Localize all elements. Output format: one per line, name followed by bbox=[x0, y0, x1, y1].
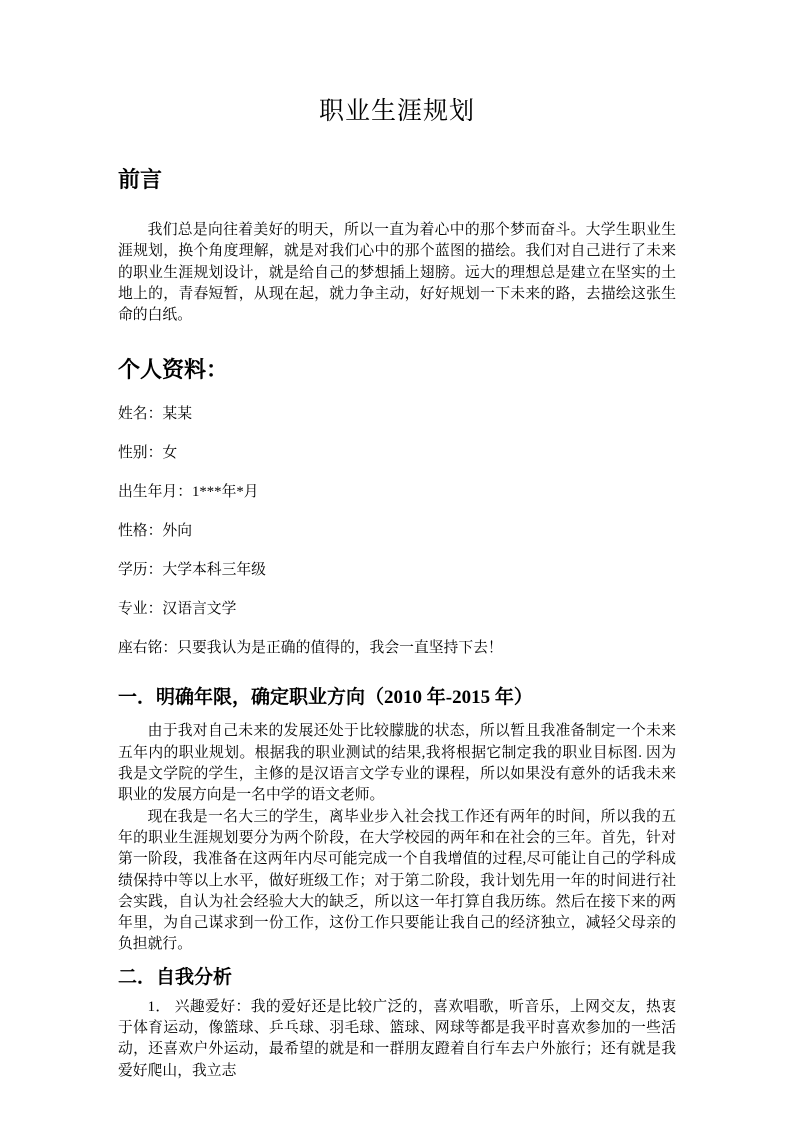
section2-heading: 二．自我分析 bbox=[118, 966, 233, 988]
section1-paragraph-1: 由于我对自己未来的发展还处于比较朦胧的状态，所以暂且我准备制定一个未来五年内的职业规划。根据我的职业测试的结果,我将根据它制定我的职业目标图. 因为我是文学院的学生，主修的是汉语言文学专业的课程，所以如果没有意外的话我未来职业的发展方向是一名中学的语文老师。 bbox=[118, 723, 676, 804]
section1-heading: 一．明确年限，确定职业方向（2010 年-2015 年） bbox=[118, 687, 533, 709]
personal-info-birthdate: 出生年月：1***年*月 bbox=[118, 484, 259, 501]
personal-info-name: 姓名：某某 bbox=[118, 406, 192, 423]
preface-paragraph: 我们总是向往着美好的明天，所以一直为着心中的那个梦而奋斗。大学生职业生涯规划，换个角度理解，就是对我们心中的那个蓝图的描绘。我们对自己进行了未来的职业生涯规划设计，就是给自己的梦想插上翅膀。远大的理想总是建立在坚实的土地上的，青春短暂，从现在起，就力争主动，好好规划一下未来的路，去描绘这张生命的白纸。 bbox=[118, 222, 676, 324]
section1-paragraph-2: 现在我是一名大三的学生，离毕业步入社会找工作还有两年的时间，所以我的五年的职业生涯规划要分为两个阶段，在大学校园的两年和在社会的三年。首先，针对第一阶段，我准备在这两年内尽可能完成一个自我增值的过程,尽可能让自己的学科成绩保持中等以上水平，做好班级工作；对于第二阶段，我计划先用一年的时间进行社会实践，自认为社会经验大大的缺乏，所以这一年打算自我历练。然后在接下来的两年里，为自己谋求到一份工作，这份工作只要能让我自己的经济独立，减轻父母亲的负担就行。 bbox=[118, 808, 676, 953]
personal-info-education: 学历：大学本科三年级 bbox=[118, 562, 266, 579]
personal-info-heading: 个人资料： bbox=[118, 357, 229, 383]
preface-heading: 前言 bbox=[118, 167, 163, 192]
personal-info-motto: 座右铭：只要我认为是正确的值得的，我会一直坚持下去！ bbox=[118, 640, 503, 657]
page-title: 职业生涯规划 bbox=[318, 98, 475, 125]
personal-info-gender: 性别：女 bbox=[118, 445, 178, 462]
section2-paragraph-1: 1． 兴趣爱好：我的爱好还是比较广泛的，喜欢唱歌，听音乐，上网交友，热衷于体育运动，像篮球、乒乓球、羽毛球、篮球、网球等都是我平时喜欢参加的一些活动，还喜欢户外运动，最希望的就是和一群朋友蹬着自行车去户外旅行；还有就是我爱好爬山，我立志 bbox=[118, 998, 676, 1079]
personal-info-personality: 性格：外向 bbox=[118, 523, 192, 540]
personal-info-list bbox=[118, 404, 676, 659]
personal-info-major: 专业：汉语言文学 bbox=[118, 601, 237, 618]
document-content bbox=[118, 0, 676, 1082]
